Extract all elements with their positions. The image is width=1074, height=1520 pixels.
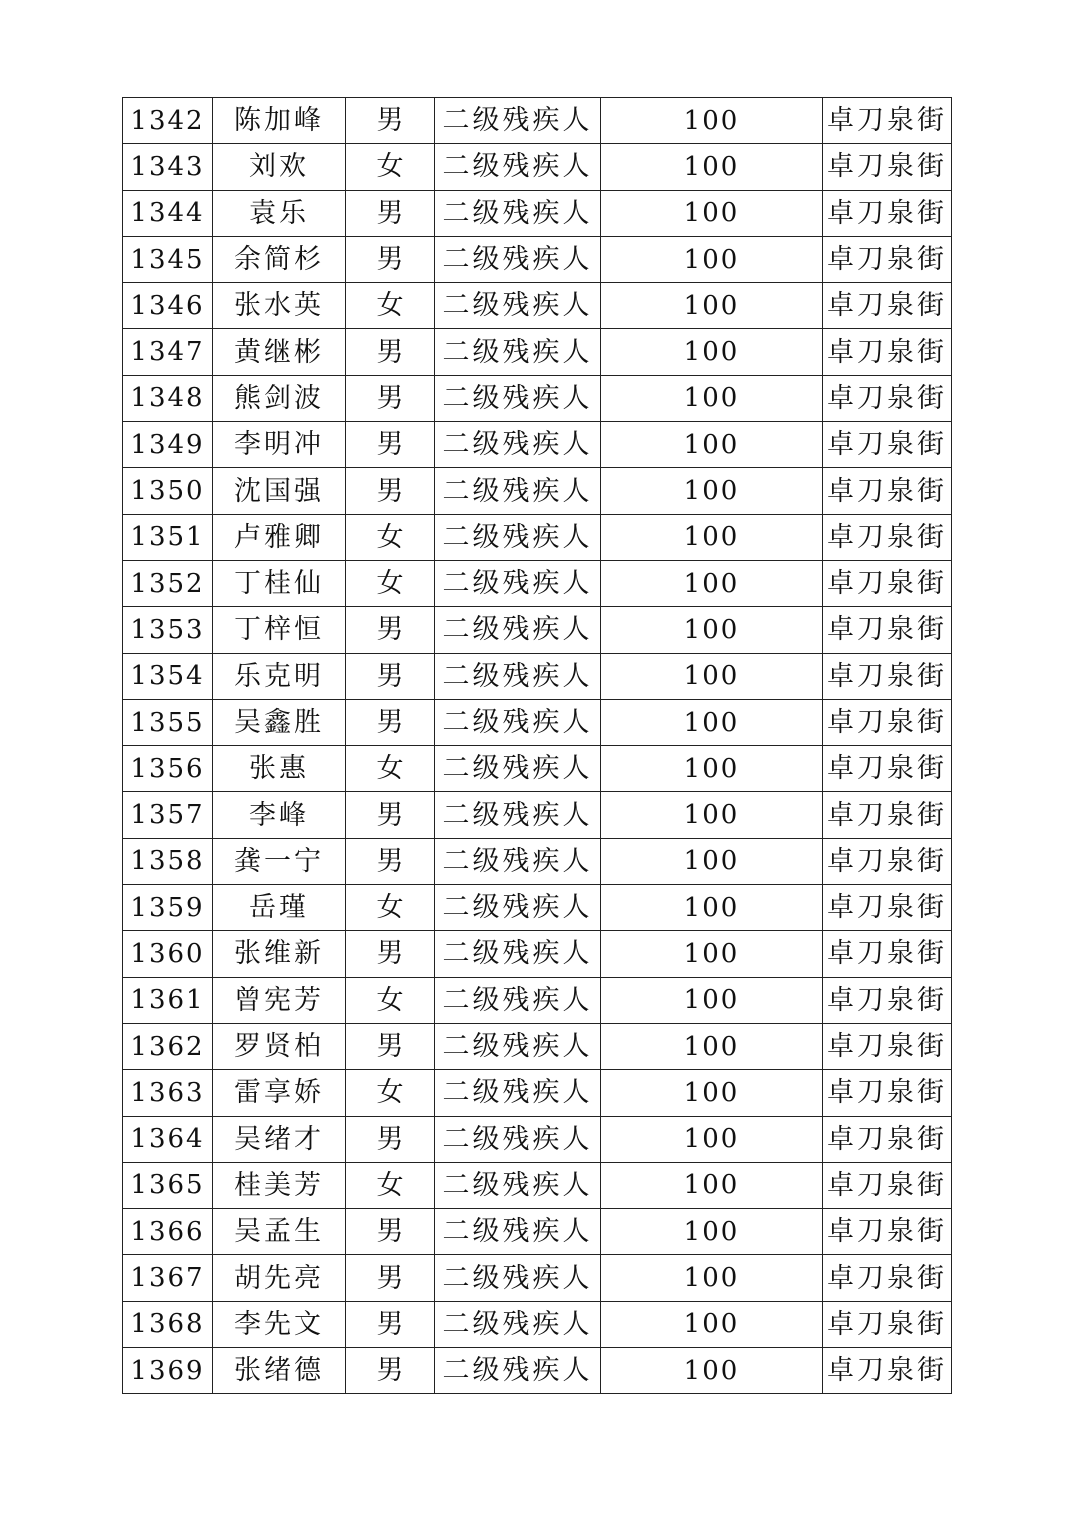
cell-id: 1362 (123, 1023, 213, 1069)
cell-category: 二级残疾人 (435, 931, 601, 977)
cell-name: 曾宪芳 (213, 977, 346, 1023)
cell-name: 卢雅卿 (213, 514, 346, 560)
cell-name: 李峰 (213, 792, 346, 838)
cell-id: 1364 (123, 1116, 213, 1162)
cell-category: 二级残疾人 (435, 1255, 601, 1301)
cell-category: 二级残疾人 (435, 468, 601, 514)
cell-category: 二级残疾人 (435, 1348, 601, 1394)
cell-gender: 男 (346, 1209, 435, 1255)
cell-category: 二级残疾人 (435, 514, 601, 560)
cell-gender: 男 (346, 1255, 435, 1301)
cell-name: 乐克明 (213, 653, 346, 699)
cell-street: 卓刀泉街 (823, 1209, 952, 1255)
table-row (123, 1023, 952, 1069)
cell-id: 1363 (123, 1070, 213, 1116)
cell-gender: 女 (346, 144, 435, 190)
cell-gender: 女 (346, 283, 435, 329)
table-row (123, 885, 952, 931)
cell-amount: 100 (601, 1070, 823, 1116)
cell-gender: 男 (346, 1348, 435, 1394)
cell-name: 张水英 (213, 283, 346, 329)
cell-gender: 女 (346, 514, 435, 560)
cell-gender: 女 (346, 885, 435, 931)
table-row (123, 607, 952, 653)
cell-street: 卓刀泉街 (823, 792, 952, 838)
cell-name: 李明冲 (213, 422, 346, 468)
cell-id: 1368 (123, 1301, 213, 1347)
cell-name: 李先文 (213, 1301, 346, 1347)
cell-street: 卓刀泉街 (823, 977, 952, 1023)
cell-amount: 100 (601, 607, 823, 653)
table-row (123, 422, 952, 468)
cell-id: 1342 (123, 98, 213, 144)
cell-amount: 100 (601, 422, 823, 468)
cell-amount: 100 (601, 931, 823, 977)
table-row (123, 283, 952, 329)
cell-amount: 100 (601, 1023, 823, 1069)
table-row (123, 190, 952, 236)
cell-name: 刘欢 (213, 144, 346, 190)
cell-name: 桂美芳 (213, 1162, 346, 1208)
cell-gender: 女 (346, 1162, 435, 1208)
table-row (123, 977, 952, 1023)
cell-name: 陈加峰 (213, 98, 346, 144)
cell-name: 雷享娇 (213, 1070, 346, 1116)
cell-category: 二级残疾人 (435, 838, 601, 884)
cell-amount: 100 (601, 283, 823, 329)
cell-street: 卓刀泉街 (823, 560, 952, 606)
cell-street: 卓刀泉街 (823, 653, 952, 699)
cell-amount: 100 (601, 375, 823, 421)
cell-amount: 100 (601, 98, 823, 144)
cell-amount: 100 (601, 468, 823, 514)
cell-amount: 100 (601, 1255, 823, 1301)
cell-street: 卓刀泉街 (823, 1301, 952, 1347)
cell-name: 罗贤柏 (213, 1023, 346, 1069)
cell-category: 二级残疾人 (435, 607, 601, 653)
cell-gender: 女 (346, 746, 435, 792)
cell-id: 1366 (123, 1209, 213, 1255)
cell-id: 1355 (123, 699, 213, 745)
cell-id: 1343 (123, 144, 213, 190)
cell-gender: 女 (346, 1070, 435, 1116)
cell-category: 二级残疾人 (435, 236, 601, 282)
cell-street: 卓刀泉街 (823, 422, 952, 468)
cell-name: 丁桂仙 (213, 560, 346, 606)
cell-amount: 100 (601, 885, 823, 931)
cell-street: 卓刀泉街 (823, 746, 952, 792)
cell-amount: 100 (601, 1209, 823, 1255)
table-row (123, 792, 952, 838)
cell-amount: 100 (601, 838, 823, 884)
cell-id: 1360 (123, 931, 213, 977)
cell-category: 二级残疾人 (435, 699, 601, 745)
cell-category: 二级残疾人 (435, 1070, 601, 1116)
cell-id: 1353 (123, 607, 213, 653)
cell-gender: 女 (346, 560, 435, 606)
cell-id: 1352 (123, 560, 213, 606)
cell-amount: 100 (601, 653, 823, 699)
cell-id: 1348 (123, 375, 213, 421)
cell-id: 1369 (123, 1348, 213, 1394)
cell-category: 二级残疾人 (435, 792, 601, 838)
table-row (123, 514, 952, 560)
table-row (123, 1162, 952, 1208)
cell-amount: 100 (601, 236, 823, 282)
cell-gender: 男 (346, 838, 435, 884)
table-row (123, 653, 952, 699)
cell-street: 卓刀泉街 (823, 699, 952, 745)
table-row (123, 1255, 952, 1301)
cell-category: 二级残疾人 (435, 653, 601, 699)
cell-street: 卓刀泉街 (823, 838, 952, 884)
cell-id: 1344 (123, 190, 213, 236)
table-row (123, 746, 952, 792)
table-row (123, 329, 952, 375)
table-row (123, 1348, 952, 1394)
cell-amount: 100 (601, 792, 823, 838)
cell-street: 卓刀泉街 (823, 514, 952, 560)
cell-street: 卓刀泉街 (823, 144, 952, 190)
cell-id: 1347 (123, 329, 213, 375)
cell-id: 1359 (123, 885, 213, 931)
cell-category: 二级残疾人 (435, 422, 601, 468)
cell-amount: 100 (601, 144, 823, 190)
cell-name: 张维新 (213, 931, 346, 977)
cell-amount: 100 (601, 1162, 823, 1208)
cell-name: 黄继彬 (213, 329, 346, 375)
cell-name: 张惠 (213, 746, 346, 792)
cell-gender: 男 (346, 607, 435, 653)
cell-name: 胡先亮 (213, 1255, 346, 1301)
table-row (123, 838, 952, 884)
cell-category: 二级残疾人 (435, 1301, 601, 1347)
cell-id: 1358 (123, 838, 213, 884)
cell-name: 吴孟生 (213, 1209, 346, 1255)
cell-street: 卓刀泉街 (823, 607, 952, 653)
cell-gender: 男 (346, 190, 435, 236)
cell-id: 1350 (123, 468, 213, 514)
cell-amount: 100 (601, 977, 823, 1023)
cell-category: 二级残疾人 (435, 1209, 601, 1255)
table-row (123, 931, 952, 977)
cell-id: 1346 (123, 283, 213, 329)
roster-body (123, 98, 952, 1394)
cell-street: 卓刀泉街 (823, 190, 952, 236)
cell-id: 1357 (123, 792, 213, 838)
cell-category: 二级残疾人 (435, 977, 601, 1023)
cell-id: 1351 (123, 514, 213, 560)
cell-amount: 100 (601, 190, 823, 236)
cell-street: 卓刀泉街 (823, 468, 952, 514)
table-row (123, 1301, 952, 1347)
cell-street: 卓刀泉街 (823, 1070, 952, 1116)
cell-gender: 男 (346, 931, 435, 977)
cell-street: 卓刀泉街 (823, 1348, 952, 1394)
cell-category: 二级残疾人 (435, 329, 601, 375)
cell-street: 卓刀泉街 (823, 98, 952, 144)
cell-id: 1365 (123, 1162, 213, 1208)
cell-gender: 男 (346, 329, 435, 375)
cell-gender: 男 (346, 375, 435, 421)
cell-street: 卓刀泉街 (823, 931, 952, 977)
cell-id: 1356 (123, 746, 213, 792)
cell-street: 卓刀泉街 (823, 375, 952, 421)
table-row (123, 375, 952, 421)
cell-name: 熊剑波 (213, 375, 346, 421)
cell-category: 二级残疾人 (435, 375, 601, 421)
table-row (123, 468, 952, 514)
table-row (123, 699, 952, 745)
cell-street: 卓刀泉街 (823, 1023, 952, 1069)
cell-amount: 100 (601, 699, 823, 745)
cell-gender: 男 (346, 792, 435, 838)
cell-amount: 100 (601, 1116, 823, 1162)
table-row (123, 236, 952, 282)
cell-street: 卓刀泉街 (823, 329, 952, 375)
cell-gender: 男 (346, 1023, 435, 1069)
cell-gender: 男 (346, 653, 435, 699)
table-row (123, 1070, 952, 1116)
cell-category: 二级残疾人 (435, 1023, 601, 1069)
cell-name: 丁梓恒 (213, 607, 346, 653)
cell-category: 二级残疾人 (435, 746, 601, 792)
cell-street: 卓刀泉街 (823, 236, 952, 282)
cell-name: 龚一宁 (213, 838, 346, 884)
cell-street: 卓刀泉街 (823, 1255, 952, 1301)
cell-name: 袁乐 (213, 190, 346, 236)
cell-name: 吴鑫胜 (213, 699, 346, 745)
cell-gender: 男 (346, 422, 435, 468)
cell-amount: 100 (601, 514, 823, 560)
cell-gender: 男 (346, 236, 435, 282)
cell-amount: 100 (601, 329, 823, 375)
cell-amount: 100 (601, 1301, 823, 1347)
table-row (123, 144, 952, 190)
cell-category: 二级残疾人 (435, 98, 601, 144)
cell-street: 卓刀泉街 (823, 885, 952, 931)
cell-amount: 100 (601, 560, 823, 606)
cell-street: 卓刀泉街 (823, 1116, 952, 1162)
cell-id: 1367 (123, 1255, 213, 1301)
table-row (123, 98, 952, 144)
cell-category: 二级残疾人 (435, 144, 601, 190)
cell-id: 1349 (123, 422, 213, 468)
cell-gender: 女 (346, 977, 435, 1023)
table-row (123, 1116, 952, 1162)
cell-amount: 100 (601, 746, 823, 792)
cell-category: 二级残疾人 (435, 283, 601, 329)
cell-gender: 男 (346, 98, 435, 144)
cell-name: 余简杉 (213, 236, 346, 282)
cell-category: 二级残疾人 (435, 560, 601, 606)
cell-category: 二级残疾人 (435, 885, 601, 931)
table-row (123, 1209, 952, 1255)
cell-id: 1345 (123, 236, 213, 282)
cell-gender: 男 (346, 1301, 435, 1347)
cell-gender: 男 (346, 468, 435, 514)
cell-name: 张绪德 (213, 1348, 346, 1394)
cell-amount: 100 (601, 1348, 823, 1394)
cell-category: 二级残疾人 (435, 1162, 601, 1208)
cell-name: 吴绪才 (213, 1116, 346, 1162)
cell-street: 卓刀泉街 (823, 283, 952, 329)
cell-name: 沈国强 (213, 468, 346, 514)
cell-id: 1354 (123, 653, 213, 699)
cell-name: 岳瑾 (213, 885, 346, 931)
cell-category: 二级残疾人 (435, 1116, 601, 1162)
cell-id: 1361 (123, 977, 213, 1023)
table-row (123, 560, 952, 606)
cell-street: 卓刀泉街 (823, 1162, 952, 1208)
cell-gender: 男 (346, 1116, 435, 1162)
cell-gender: 男 (346, 699, 435, 745)
cell-category: 二级残疾人 (435, 190, 601, 236)
roster-table (122, 97, 952, 1394)
